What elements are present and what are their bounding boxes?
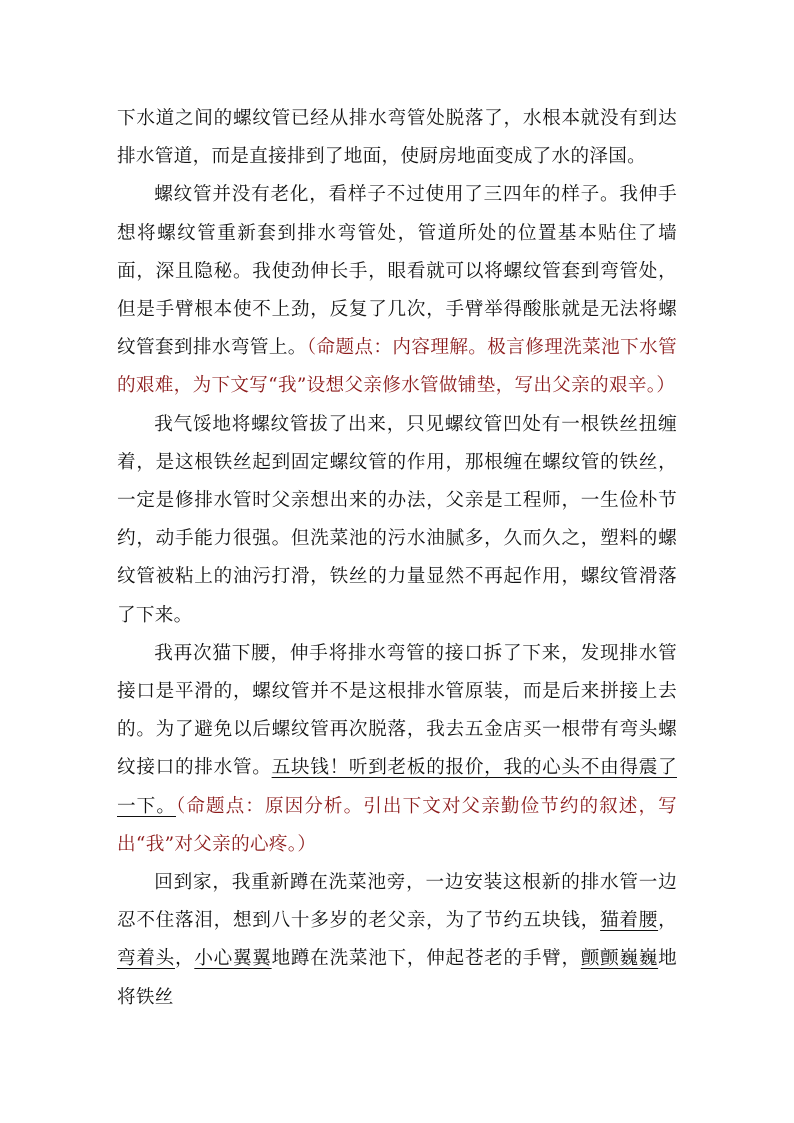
underlined-phrase: 猫着腰 <box>600 910 659 932</box>
underlined-phrase: 颤颤巍巍 <box>580 948 659 970</box>
paragraph <box>117 406 677 635</box>
paragraph-text: ， <box>174 948 195 970</box>
annotation-note: （命题点：内容理解。极言修理洗菜池下水管的艰难，为下文写“我”设想父亲修水管做铺垫，写出父亲的艰辛。） <box>117 337 677 397</box>
paragraph-text: 地将铁丝 <box>117 948 677 1008</box>
paragraph-text: 回到家，我重新蹲在洗菜池旁，一边安装这根新的排水管一边忍不住落泪，想到八十多岁的老父亲，为了节约五块钱， <box>117 872 677 932</box>
underlined-phrase: 弯着头 <box>117 948 175 970</box>
underlined-phrase: 小心翼翼 <box>194 948 272 970</box>
paragraph-text: 我再次猫下腰，伸手将排水弯管的接口拆了下来，发现排水管接口是平滑的，螺纹管并不是这根排水管原装，而是后来拼接上去的。为了避免以后螺纹管再次脱落，我去五金店买一根带有弯头螺纹接口的排水管。 <box>117 642 677 779</box>
paragraph-text: ， <box>658 910 677 932</box>
paragraph <box>117 176 677 405</box>
paragraph-text: 地蹲在洗菜池下，伸起苍老的手臂， <box>271 948 581 970</box>
underlined-phrase: 五块钱！听到老板的报价，我的心头不由得震了一下。 <box>117 757 677 817</box>
paragraph-text: 螺纹管并没有老化，看样子不过使用了三四年的样子。我伸手想将螺纹管重新套到排水弯管处，管道所处的位置基本贴住了墙面，深且隐秘。我使劲伸长手，眼看就可以将螺纹管套到弯管处，但是手臂根本使不上劲，反复了几次，手臂举得酸胀就是无法将螺纹管套到排水弯管上。 <box>117 184 677 359</box>
paragraph <box>117 864 677 1017</box>
document-page <box>117 100 677 1017</box>
paragraph <box>117 635 677 864</box>
paragraph <box>117 100 677 176</box>
paragraph-text: 下水道之间的螺纹管已经从排水弯管处脱落了，水根本就没有到达排水管道，而是直接排到了地面，使厨房地面变成了水的泽国。 <box>117 108 677 168</box>
paragraph-text: 我气馁地将螺纹管拔了出来，只见螺纹管凹处有一根铁丝扭缠着，是这根铁丝起到固定螺纹管的作用，那根缠在螺纹管的铁丝，一定是修排水管时父亲想出来的办法，父亲是工程师，一生俭朴节约，动手能力很强。但洗菜池的污水油腻多，久而久之，塑料的螺纹管被粘上的油污打滑，铁丝的力量显然不再起作用，螺纹管滑落了下来。 <box>117 413 677 626</box>
annotation-note: （命题点：原因分析。引出下文对父亲勤俭节约的叙述，写出“我”对父亲的心疼。） <box>117 795 677 855</box>
